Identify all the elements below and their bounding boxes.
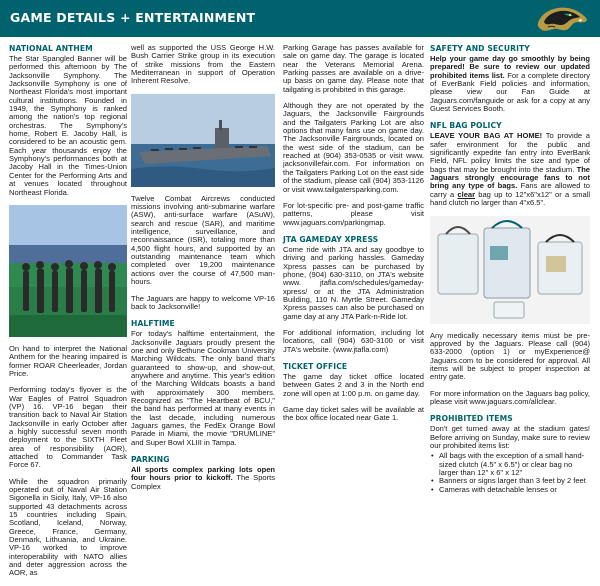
medical-paragraph-2: For more information on the Jaguars bag policy, please visit www.jaguars.com/allclear. bbox=[430, 388, 590, 406]
bags-photo bbox=[430, 216, 590, 324]
list-item: • Cameras with detachable lenses or bbox=[430, 486, 590, 494]
parking-paragraph-1: Parking Garage has passes available for sale on game day. The garage is located near the Veterans Memorial Arena. Parking passes are available on a drive-up basis on game day. Please note that tailgating is prohibited in this garage. bbox=[283, 43, 424, 94]
anthem-heading: NATIONAL ANTHEM bbox=[9, 44, 93, 53]
safety-heading: SAFETY AND SECURITY bbox=[430, 44, 530, 53]
header-banner bbox=[0, 0, 600, 37]
medical-paragraph-1: Any medically necessary items must be pre-approved by the Jaguars. Please call (904) 633-2000 (option 1) or myExperience@ Jaguars.com to be considered for approval. All items will be subject to proper inspection at entry gate. bbox=[430, 330, 590, 382]
page-title: GAME DETAILS + ENTERTAINMENT bbox=[10, 10, 256, 25]
parking-heading: PARKING bbox=[131, 455, 170, 464]
nfl-bag-heading: NFL BAG POLICY bbox=[430, 121, 502, 131]
clear-bags-image bbox=[430, 216, 590, 324]
column-2 bbox=[131, 44, 275, 499]
ticket-paragraph-2: Game day ticket sales will be available at the box office located near Gate 1. bbox=[283, 405, 424, 423]
anthem-photo-image bbox=[9, 205, 127, 337]
prohibited-intro: Don't get turned away at the stadium gates! Before arriving on Sunday, make sure to review our prohibited items list: bbox=[430, 424, 590, 450]
jta-paragraph-2: For additional information, including lot locations, call (904) 630-3100 or visit JTA's website. (www.jtafla.com) bbox=[283, 327, 424, 354]
list-item: • Banners or signs larger than 3 feet by 2 feet bbox=[430, 477, 590, 485]
prohibited-list bbox=[430, 452, 590, 494]
parking-paragraph-2: Although they are not operated by the Jaguars, the Jacksonville Fairgrounds and the Tailgaters Parking Lot are also options that many fans use on game day. The Jacksonville Fairgrounds, located on the west side of the stadium, can be reached at (904) 353-0535 or visit www. jacksonvillefair.com. For information on the Tailgaters Parking Lot on the east side of the stadium, please call (904) 353-1126 or visit www.tailgatersparking.com. bbox=[283, 101, 424, 194]
anthem-photo bbox=[9, 205, 127, 337]
list-item: • All bags with the exception of a small hand-sized clutch (4.5" x 6.5") or clear bag no larger than 12" x 6" x 12" bbox=[430, 452, 590, 477]
safety-bold-text: Help your game day go smoothly by being prepared! Be sure to review our updated prohibited items list. bbox=[430, 54, 590, 80]
ticket-paragraph-1: The game day ticket office located between Gates 2 and 3 in the North end zone will open at 1:00 p.m. on game day. bbox=[283, 372, 424, 398]
nfl-bag-paragraph bbox=[430, 132, 590, 207]
nfl-bag-bold-1: LEAVE YOUR BAG AT HOME! bbox=[430, 131, 543, 141]
nfl-bag-text-3: bag up to 12"x6"x12" or a small hand clutch no larger than 4"x6.5". bbox=[430, 189, 590, 208]
welcome-paragraph: The Jaguars are happy to welcome VP-16 back to Jacksonville! bbox=[131, 293, 275, 311]
column-1 bbox=[9, 44, 127, 586]
ship-photo bbox=[131, 94, 275, 187]
nfl-bag-bold-2: The Jaguars strongly encourage fans to not bring any type of bags. bbox=[430, 164, 590, 191]
clear-underlined: clear bbox=[457, 189, 476, 199]
parking-intro bbox=[131, 466, 275, 491]
nfl-bag-text-1: To provide a safer environment for the public and significantly expedite fan entry into EverBank Field, NFL policy limits the size and type of bags that may be brought into the stadium. bbox=[430, 131, 590, 174]
column-4 bbox=[430, 44, 590, 494]
safety-rest-text: For a complete directory of EverBank Field policies and information, please view our Fan Guide at Jaguars.com/fanguide or ask for a copy at any Guest Services Booth. bbox=[430, 70, 590, 114]
parking-bold-text: All sports complex parking lots open four hours prior to kickoff. bbox=[131, 465, 275, 483]
anthem-paragraph: The Star Spangled Banner will be performed this afternoon by The Jacksonville Symphony. The Jacksonville Symphony is one of Northeast Florida's most important cultural institutions. Founded in 1949, the Symphony is ranked among the nation's top regional orchestras. The Symphony's home, Robert E. Jacoby Hall, is considered to be an acoustic gem. Each year thousands enjoy the Symphony's performances both at Jacoby Hall in the Times-Union Center for the Performing Arts and at venues located throughout Northeast Florida. bbox=[9, 54, 127, 197]
halftime-heading: HALFTIME bbox=[131, 319, 175, 329]
ticket-heading: TICKET OFFICE bbox=[283, 362, 348, 371]
jta-paragraph-1: Come ride with JTA and say goodbye to driving and parking hassles. Gameday Xpress passes can be purchased by phone, (904) 630-3110, on JTA's website www. jtafla.com/schedules/gameday-xpress/ or at the JTA Administration Building, 110 N. Myrtle Street. Gameday Xpress passes can also be purchased on game day at any JTA Park-n-Ride lot. bbox=[283, 244, 424, 321]
prohibited-heading: PROHIBITED ITEMS bbox=[430, 414, 513, 424]
photo-caption: On hand to interpret the National Anthem for the hearing impaired is former ROAR Cheerleader, Jordan Price. bbox=[9, 343, 127, 378]
flyover-paragraph-2: While the squadron primarily operated out of Naval Air Station Sigonella in Sicily, Italy, VP-16 also supported 43 detachments across 15 countries including Spain, Scotland, Iceland, Norway, Greece, France, Germany, Denmark, Lithuania, and Ukraine. VP-16 worked to improve interoperability with NATO allies and deter aggression across the AOR, as bbox=[9, 476, 127, 578]
flyover-paragraph-1: Performing today's flyover is the War Eagles of Patrol Squadron (VP) 16. VP-16 began their transition back to Naval Air Station Jacksonville in early October after a highly successful seven month deployment to the SIXTH Fleet area of responsibility (AOR), attached to Commander Task Force 67. bbox=[9, 385, 127, 470]
aircraft-carrier-image bbox=[131, 94, 275, 187]
safety-paragraph bbox=[430, 55, 590, 113]
column-3 bbox=[283, 44, 424, 431]
parking-paragraph-3: For lot-specific pre- and post-game traffic patterns, please visit www.jaguars.com/parkingmap. bbox=[283, 200, 424, 227]
halftime-paragraph: For today's halftime entertainment, the Jacksonville Jaguars proudly present the one and only Bethune Cookman University Marching Wildcats. The only band that's guaranteed to show-up, and show-out, anywhere and anytime. This year's edition of the Marching Wildcats boasts a band with approximately 300 members. Recognized as "The Heartbeat of BCU," the band has performed at many events in the last decade, including numerous Jaguars games, the FedEx Orange Bowl Parade in Miami, the movie "DRUMLINE" and Super Bowl XLIII in Tampa. bbox=[131, 329, 275, 447]
flyover-continued: well as supported the USS George H.W. Bush Carrier Strike group in its execution of strike missions from the Eastern Mediterranean in support of Operation Inherent Resolve. bbox=[131, 43, 275, 86]
parking-intro-rest: The Sports Complex bbox=[131, 473, 275, 491]
aircrews-paragraph: Twelve Combat Aircrews conducted missions involving anti-submarine warfare (ASW), anti-surface warfare (ASuW), search and rescue (SAR), and maritime intelligence, surveillance, and reconnaissance (ISR), totaling more than 4,500 flight hours, and supported by an outstanding maintenance team which completed over 19,200 maintenance actions over the course of 47,500 man-hours. bbox=[131, 193, 275, 287]
jaguars-logo-icon bbox=[534, 3, 590, 35]
jta-heading: JTA GAMEDAY XPRESS bbox=[283, 234, 379, 244]
nfl-bag-text-2: Fans are allowed to carry a bbox=[430, 181, 590, 199]
